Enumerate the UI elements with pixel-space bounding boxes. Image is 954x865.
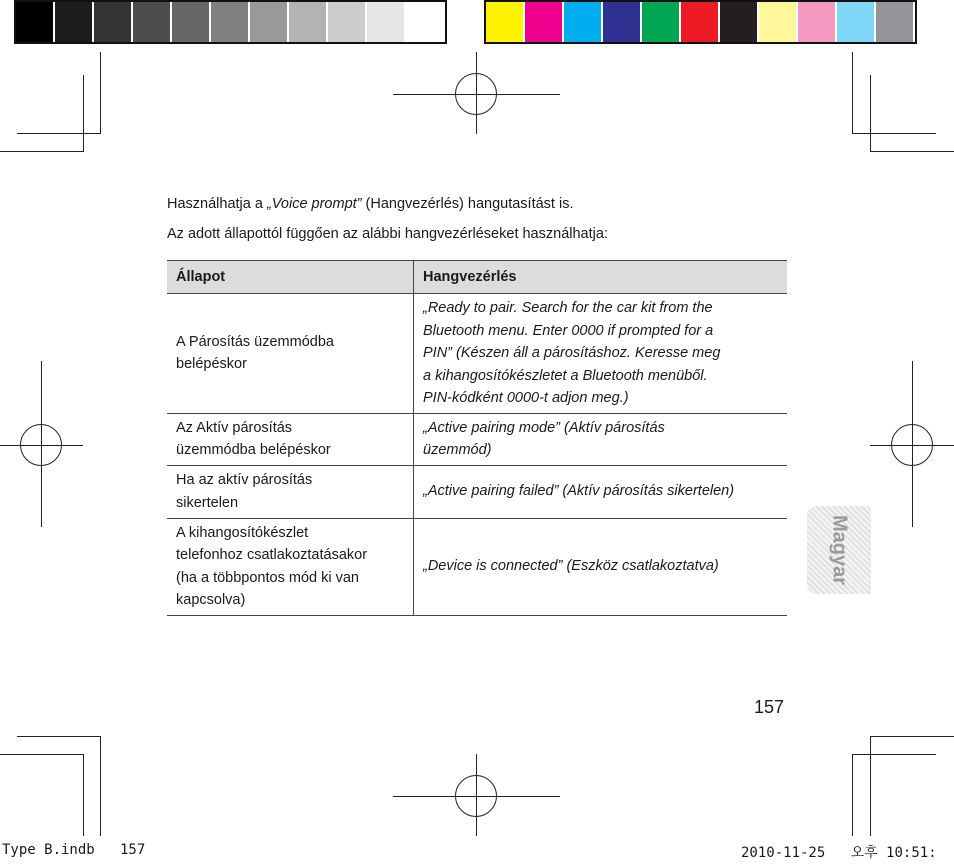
gray-swatch-9 xyxy=(328,2,367,42)
color-swatch-10 xyxy=(837,2,876,42)
voice-line: PIN” (Készen áll a párosításhoz. Keresse meg xyxy=(423,345,721,361)
gray-swatch-2 xyxy=(55,2,94,42)
color-swatch-7 xyxy=(720,2,759,42)
voice-prompt-table xyxy=(167,260,787,616)
voice-line: „Active pairing mode” (Aktív párosítás xyxy=(423,419,665,436)
table-row xyxy=(167,465,787,518)
voice-line: „Active pairing failed” (Aktív párosítás sikertelen) xyxy=(423,483,735,500)
voice-cell xyxy=(414,465,788,518)
table-row xyxy=(167,413,787,465)
intro-text: Használhatja a xyxy=(167,196,267,212)
language-label: Magyar xyxy=(828,514,851,586)
color-swatch-8 xyxy=(759,2,798,42)
color-swatch-3 xyxy=(564,2,603,42)
language-side-tab xyxy=(807,506,871,594)
voice-cell xyxy=(414,294,788,414)
gray-swatch-3 xyxy=(94,2,133,42)
voice-line: a kihangosítókészletet a Bluetooth menüből. xyxy=(423,367,708,384)
slug-file-info: Type B.indb 157 xyxy=(2,842,146,858)
voice-cell xyxy=(414,413,788,465)
grayscale-color-bar xyxy=(14,0,447,44)
gray-swatch-10 xyxy=(367,2,406,42)
state-line: A kihangosítókészlet xyxy=(176,524,309,541)
state-line: sikertelen xyxy=(176,494,239,511)
process-color-bar xyxy=(484,0,917,44)
state-line: üzemmódba belépéskor xyxy=(176,442,331,458)
table-header-row xyxy=(167,261,787,294)
color-swatch-1 xyxy=(486,2,525,42)
gray-swatch-11 xyxy=(406,2,445,42)
intro-line-2: Az adott állapottól függően az alábbi hangvezérléseket használhatja: xyxy=(167,226,608,242)
state-line: belépéskor xyxy=(176,356,247,373)
state-cell xyxy=(167,294,414,414)
state-cell xyxy=(167,518,414,615)
state-cell xyxy=(167,465,414,518)
voice-cell xyxy=(414,518,788,615)
voice-line: „Ready to pair. Search for the car kit from the xyxy=(423,300,713,316)
voice-line: Bluetooth menu. Enter 0000 if prompted for a xyxy=(423,322,714,339)
state-line: kapcsolva) xyxy=(176,592,246,608)
column-header-voice: Hangvezérlés xyxy=(414,261,788,294)
voice-prompt-term: „Voice prompt” xyxy=(266,196,362,212)
gray-swatch-7 xyxy=(250,2,289,42)
page-number: 157 xyxy=(754,697,785,717)
voice-line: „Device is connected” (Eszköz csatlakoztatva) xyxy=(423,558,719,575)
color-swatch-9 xyxy=(798,2,837,42)
state-line: (ha a többpontos mód ki van xyxy=(176,569,359,586)
gray-swatch-1 xyxy=(16,2,55,42)
state-line: A Párosítás üzemmódba xyxy=(176,333,334,350)
intro-text-end: (Hangvezérlés) hangutasítást is. xyxy=(361,196,574,212)
slug-timestamp: 2010-11-25 오후 10:51: xyxy=(741,845,937,861)
state-line: Ha az aktív párosítás xyxy=(176,472,313,488)
color-swatch-2 xyxy=(525,2,564,42)
voice-line: PIN-kódként 0000-t adjon meg.) xyxy=(423,390,629,406)
table-row xyxy=(167,294,787,414)
state-cell xyxy=(167,413,414,465)
color-swatch-5 xyxy=(642,2,681,42)
intro-line-1 xyxy=(167,195,573,213)
table-row xyxy=(167,518,787,615)
color-swatch-4 xyxy=(603,2,642,42)
column-header-state: Állapot xyxy=(167,261,414,294)
gray-swatch-5 xyxy=(172,2,211,42)
state-line: Az Aktív párosítás xyxy=(176,419,293,436)
gray-swatch-8 xyxy=(289,2,328,42)
color-swatch-11 xyxy=(876,2,915,42)
color-swatch-6 xyxy=(681,2,720,42)
voice-line: üzemmód) xyxy=(423,442,492,458)
gray-swatch-6 xyxy=(211,2,250,42)
gray-swatch-4 xyxy=(133,2,172,42)
state-line: telefonhoz csatlakoztatásakor xyxy=(176,547,368,563)
